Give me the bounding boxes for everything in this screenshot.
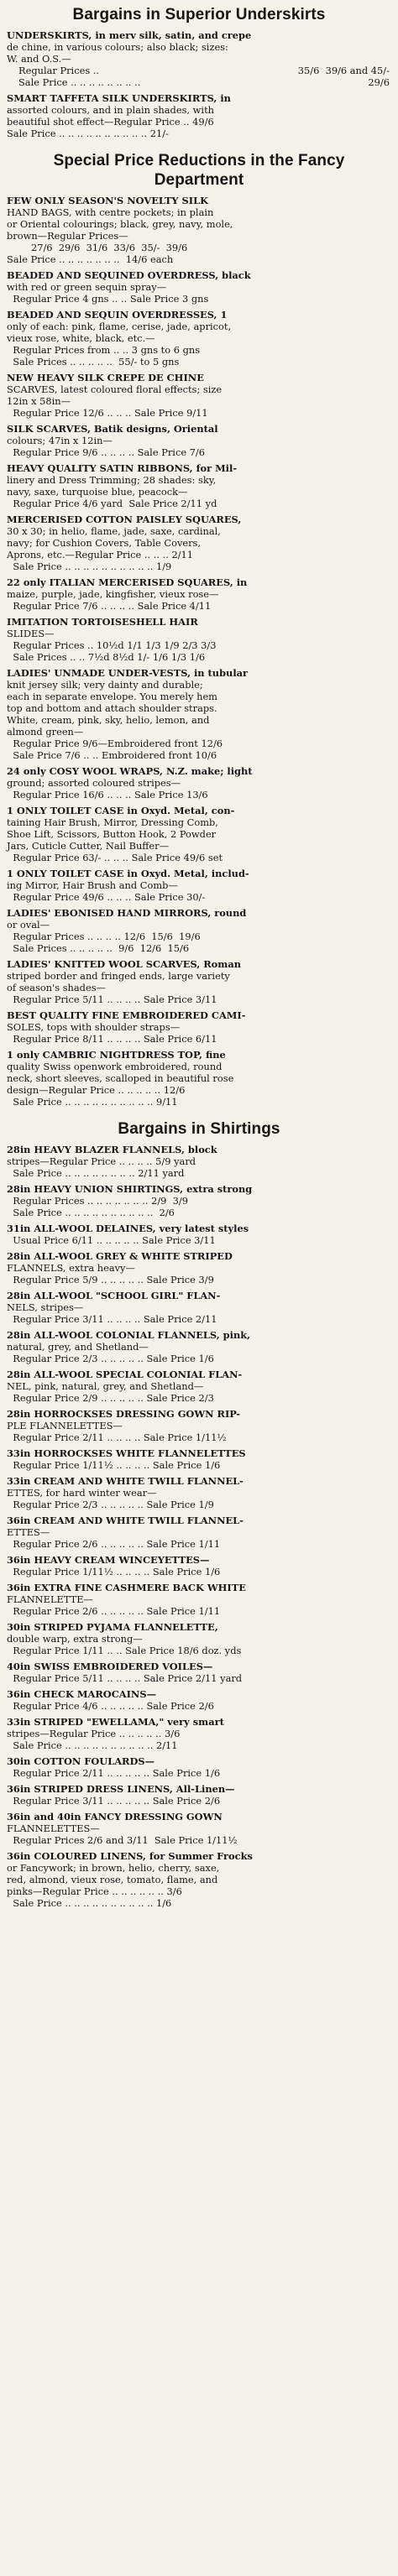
ad-item xyxy=(7,1783,391,1807)
ad-item xyxy=(7,958,391,1005)
item-description: 31in ALL-WOOL DELAINES, very latest styles Usual Price 6/11 .. .. .. .. .. Sale Price 3/11 xyxy=(7,1223,249,1246)
ad-item xyxy=(7,1515,391,1550)
item-description: 28in ALL-WOOL COLONIAL FLANNELS, pink, natural, grey, and Shetland— Regular Price 2/3 .. .. .. .. .. Sale Price 1/6 xyxy=(7,1329,251,1364)
ad-section xyxy=(7,1119,391,1909)
price-value: 35/6 39/6 and 45/- xyxy=(297,65,390,76)
ad-item xyxy=(7,1009,391,1045)
ad-item xyxy=(7,1369,391,1404)
ad-item xyxy=(7,423,391,458)
section-heading: Special Price Reductions in the Fancy Department xyxy=(53,152,345,189)
item-description: 36in HEAVY CREAM WINCEYETTES— Regular Price 1/11½ .. .. .. .. Sale Price 1/6 xyxy=(7,1554,221,1577)
item-description: 33in STRIPED "EWELLAMA," very smart stripes—Regular Price .. .. .. .. .. 3/6 Sale Price .. .. .. .. .. .. .. .. .. .. 2/11 xyxy=(7,1716,224,1751)
ad-item xyxy=(7,29,391,88)
item-description: UNDERSKIRTS, in merv silk, satin, and crepe de chine, in various colours; also black; sizes: W. and O.S.— xyxy=(7,29,252,65)
section-heading: Bargains in Shirtings xyxy=(118,1120,280,1138)
item-description: 33in HORROCKSES WHITE FLANNELETTES Regular Price 1/11½ .. .. .. .. Sale Price 1/6 xyxy=(7,1447,246,1471)
ad-item xyxy=(7,1290,391,1325)
item-description: LADIES' KNITTED WOOL SCARVES, Roman striped border and fringed ends, large variety of season's shades— Regular Price 5/11 .. .. .. .. Sale Price 3/11 xyxy=(7,958,241,1005)
item-description: BEADED AND SEQUINED OVERDRESS, black with red or green sequin spray— Regular Price 4 gns .. .. Sale Price 3 gns xyxy=(7,269,251,305)
ad-item xyxy=(7,765,391,800)
section-heading: Bargains in Superior Underskirts xyxy=(72,6,326,23)
item-description: NEW HEAVY SILK CREPE DE CHINE SCARVES, latest coloured floral effects; size 12in x 58in— Regular Price 12/6 .. .. .. Sale Price 9/11 xyxy=(7,372,223,419)
item-description: 28in HEAVY BLAZER FLANNELS, block stripes—Regular Price .. .. .. .. 5/9 yard Sale Price .. .. .. .. .. .. .. .. 2/11 yard xyxy=(7,1144,217,1179)
item-description: 28in HEAVY UNION SHIRTINGS, extra strong Regular Prices .. .. .. .. .. .. .. 2/9 3/9 Sale Price .. .. .. .. .. .. .. .. .. .. 2/6 xyxy=(7,1183,253,1218)
ad-item xyxy=(7,309,391,368)
ad-item xyxy=(7,1661,391,1684)
item-description: 36in CHECK MAROCAINS— Regular Price 4/6 .. .. .. .. .. Sale Price 2/6 xyxy=(7,1688,214,1712)
item-description: 36in COLOURED LINENS, for Summer Frocks or Fancywork; in brown, helio, cherry, saxe, red, almond, vieux rose, tomato, flame, and pinks—Regular Price .. .. .. .. .. .. 3/6 Sale Price .. .. .. .. .. .. .. .. .. .. 1/6 xyxy=(7,1850,253,1909)
ad-item xyxy=(7,372,391,419)
item-description: 33in CREAM AND WHITE TWILL FLANNEL- ETTES, for hard winter wear— Regular Price 2/3 .. .. .. .. .. Sale Price 1/9 xyxy=(7,1475,244,1510)
ad-item xyxy=(7,1144,391,1179)
item-description: 28in HORROCKSES DRESSING GOWN RIP- PLE FLANNELETTES— Regular Price 2/11 .. .. .. .. Sale Price 1/11½ xyxy=(7,1408,240,1443)
item-description: HEAVY QUALITY SATIN RIBBONS, for Mil- linery and Dress Trimming; 28 shades: sky, navy, saxe, turquoise blue, peacock— Regular Price 4/6 yard Sale Price 2/11 yd xyxy=(7,462,238,509)
ad-item xyxy=(7,907,391,954)
ad-item xyxy=(7,1582,391,1617)
price-row xyxy=(7,65,391,76)
item-description: IMITATION TORTOISESHELL HAIR SLIDES— Regular Prices .. 10½d 1/1 1/3 1/9 2/3 3/3 Sale Prices .. .. 7½d 8½d 1/- 1/6 1/3 1/6 xyxy=(7,616,217,663)
item-description: 1 ONLY TOILET CASE in Oxyd. Metal, con- taining Hair Brush, Mirror, Dressing Comb, Shoe Lift, Scissors, Button Hook, 2 Powder Jars, Cuticle Cutter, Nail Buffer— Regular Price 63/- .. .. .. Sale Price 49/6 set xyxy=(7,805,235,863)
item-description: 28in ALL-WOOL SPECIAL COLONIAL FLAN- NEL, pink, natural, grey, and Shetland— Regular Price 2/9 .. .. .. .. .. Sale Price 2/3 xyxy=(7,1369,243,1404)
ad-item xyxy=(7,269,391,305)
item-description: 36in and 40in FANCY DRESSING GOWN FLANNELETTES— Regular Prices 2/6 and 3/11 Sale Price 1/11½ xyxy=(7,1811,238,1846)
item-description: 1 only CAMBRIC NIGHTDRESS TOP, fine quality Swiss openwork embroidered, round neck, short sleeves, scalloped in beautiful rose design—Regular Price .. .. .. .. .. 12/6 Sale Price .. .. .. .. .. .. .. .. .. .. 9/11 xyxy=(7,1049,234,1108)
item-description: 30in STRIPED PYJAMA FLANNELETTE, double warp, extra strong— Regular Price 1/11 .. .. Sale Price 18/6 doz. yds xyxy=(7,1621,242,1656)
ad-item xyxy=(7,1408,391,1443)
ad-item xyxy=(7,462,391,509)
ad-item xyxy=(7,868,391,903)
item-description: LADIES' UNMADE UNDER-VESTS, in tubular knit jersey silk; very dainty and durable; each in separate envelope. You merely hem top and bottom and attach shoulder straps. White, cream, pink, sky, helio, lemon, and almond green— Regular Price 9/6—Embroidered front 12/6 Sale Price 7/6 .. .. Embroidered front 10/6 xyxy=(7,667,249,761)
ad-item xyxy=(7,1688,391,1712)
ad-item xyxy=(7,1554,391,1577)
ad-item xyxy=(7,1811,391,1846)
ad-item xyxy=(7,576,391,612)
ad-item xyxy=(7,1329,391,1364)
item-description: 36in EXTRA FINE CASHMERE BACK WHITE FLANNELETTE— Regular Price 2/6 .. .. .. .. .. Sale Price 1/11 xyxy=(7,1582,246,1617)
item-description: 22 only ITALIAN MERCERISED SQUARES, in maize, purple, jade, kingfisher, vieux rose— Regular Price 7/6 .. .. .. .. Sale Price 4/11 xyxy=(7,576,248,612)
ad-item xyxy=(7,92,391,139)
ad-item xyxy=(7,805,391,863)
ad-item xyxy=(7,1850,391,1909)
item-description: 1 ONLY TOILET CASE in Oxyd. Metal, includ- ing Mirror, Hair Brush and Comb— Regular Price 49/6 .. .. .. Sale Price 30/- xyxy=(7,868,249,903)
ad-item xyxy=(7,1183,391,1218)
price-value: 29/6 xyxy=(368,76,390,88)
ad-item xyxy=(7,1621,391,1656)
price-label: Sale Price .. .. .. .. .. .. .. .. xyxy=(18,76,141,88)
ad-item xyxy=(7,616,391,663)
ad-section xyxy=(7,5,391,139)
item-description: 24 only COSY WOOL WRAPS, N.Z. make; light ground; assorted coloured stripes— Regular Price 16/6 .. .. .. Sale Price 13/6 xyxy=(7,765,253,800)
item-description: MERCERISED COTTON PAISLEY SQUARES, 30 x 30; in helio, flame, jade, saxe, cardinal, navy; for Cushion Covers, Table Covers, Aprons, etc.—Regular Price .. .. .. 2/11 Sale Price .. .. .. .. .. .. .. .. .. .. 1/9 xyxy=(7,514,242,572)
item-description: SMART TAFFETA SILK UNDERSKIRTS, in assorted colours, and in plain shades, with beautiful shot effect—Regular Price .. 49/6 Sale Price .. .. .. .. .. .. .. .. .. .. 21/- xyxy=(7,92,231,139)
price-row xyxy=(7,76,391,88)
item-description: 36in STRIPED DRESS LINENS, All-Linen— Regular Price 3/11 .. .. .. .. .. Sale Price 2/6 xyxy=(7,1783,235,1807)
ad-item xyxy=(7,1447,391,1471)
ad-item xyxy=(7,195,391,265)
item-description: LADIES' EBONISED HAND MIRRORS, round or oval— Regular Prices .. .. .. .. 12/6 15/6 19/6 Sale Prices .. .. .. .. .. 9/6 12/6 15/6 xyxy=(7,907,247,954)
price-label: Regular Prices .. xyxy=(18,65,100,76)
item-description: BEADED AND SEQUIN OVERDRESSES, 1 only of each: pink, flame, cerise, jade, apricot, vieux rose, white, black, etc.— Regular Prices from .. .. 3 gns to 6 gns Sale Prices .. .. .. .. .. 55/- to 5 gns xyxy=(7,309,232,368)
item-description: 30in COTTON FOULARDS— Regular Price 2/11 .. .. .. .. .. Sale Price 1/6 xyxy=(7,1755,221,1779)
item-description: 36in CREAM AND WHITE TWILL FLANNEL- ETTES— Regular Price 2/6 .. .. .. .. .. Sale Price 1/11 xyxy=(7,1515,244,1550)
ad-item xyxy=(7,1250,391,1285)
ad-section xyxy=(7,151,391,1108)
item-description: BEST QUALITY FINE EMBROIDERED CAMI- SOLES, tops with shoulder straps— Regular Price 8/11 .. .. .. .. Sale Price 6/11 xyxy=(7,1009,246,1045)
item-description: FEW ONLY SEASON'S NOVELTY SILK HAND BAGS, with centre pockets; in plain or Oriental colourings; black, grey, navy, mole, brown—Regular Prices— 27/6 29/6 31/6 33/6 35/- 39/6 Sale Price .. .. .. .. .. .. .. 14/6 each xyxy=(7,195,233,265)
ad-item xyxy=(7,1716,391,1751)
ad-item xyxy=(7,1049,391,1108)
ad-item xyxy=(7,1223,391,1246)
item-description: 40in SWISS EMBROIDERED VOILES— Regular Price 5/11 .. .. .. .. Sale Price 2/11 yard xyxy=(7,1661,243,1684)
item-description: SILK SCARVES, Batik designs, Oriental colours; 47in x 12in— Regular Price 9/6 .. .. .. .. Sale Price 7/6 xyxy=(7,423,218,458)
item-description: 28in ALL-WOOL GREY & WHITE STRIPED FLANNELS, extra heavy— Regular Price 5/9 .. .. .. .. .. Sale Price 3/9 xyxy=(7,1250,233,1285)
ad-item xyxy=(7,1755,391,1779)
item-description: 28in ALL-WOOL "SCHOOL GIRL" FLAN- NELS, stripes— Regular Price 3/11 .. .. .. .. Sale Price 2/11 xyxy=(7,1290,221,1325)
ad-item xyxy=(7,1475,391,1510)
ad-item xyxy=(7,667,391,761)
ad-item xyxy=(7,514,391,572)
